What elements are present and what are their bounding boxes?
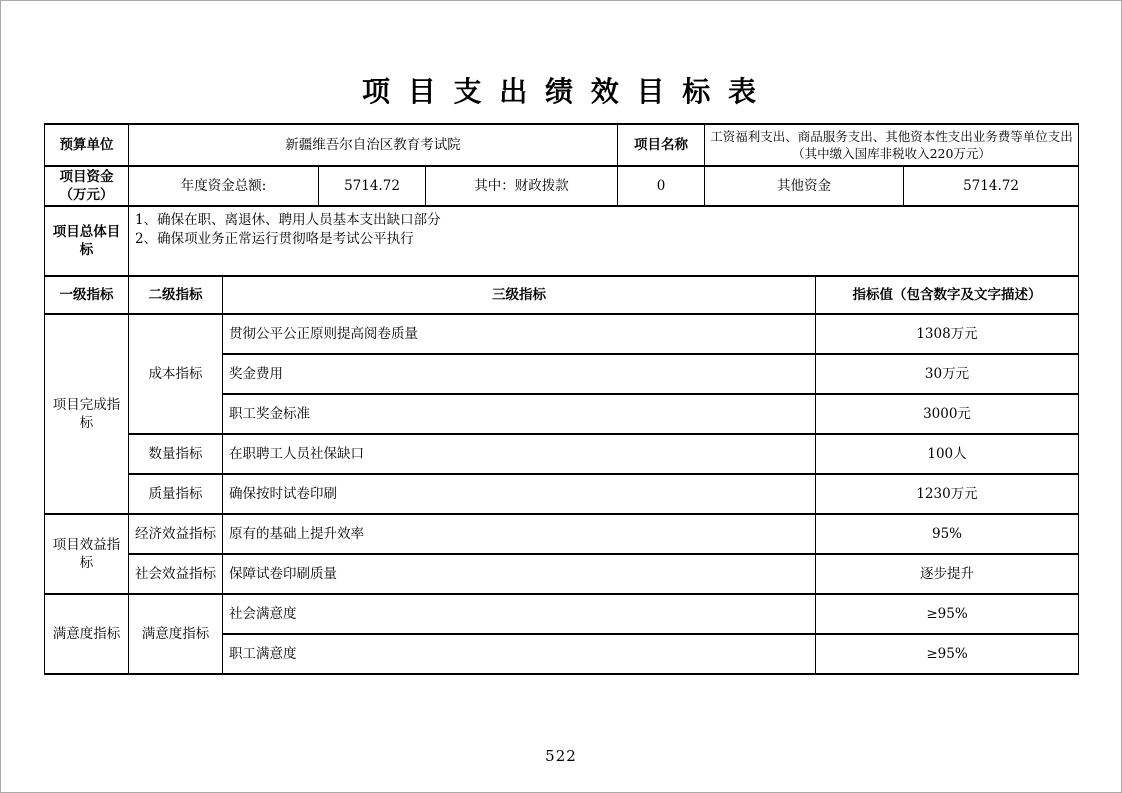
table-row xyxy=(45,314,1079,354)
table-row xyxy=(45,124,1079,166)
level2-indicator: 经济效益指标 xyxy=(129,514,223,554)
performance-target-table xyxy=(44,123,1079,675)
header-level2: 二级指标 xyxy=(129,276,223,314)
header-level3: 三级指标 xyxy=(223,276,816,314)
table-row xyxy=(45,554,1079,594)
level2-indicator: 成本指标 xyxy=(129,314,223,434)
level3-indicator: 职工奖金标准 xyxy=(223,394,816,434)
page-number: 522 xyxy=(545,747,577,765)
other-funds-value: 5714.72 xyxy=(904,166,1079,206)
level3-indicator: 原有的基础上提升效率 xyxy=(223,514,816,554)
level3-indicator: 社会满意度 xyxy=(223,594,816,634)
level3-indicator: 在职聘工人员社保缺口 xyxy=(223,434,816,474)
indicator-value: 3000元 xyxy=(816,394,1079,434)
level2-indicator: 社会效益指标 xyxy=(129,554,223,594)
indicator-value: ≥95% xyxy=(816,634,1079,674)
table-row xyxy=(45,594,1079,634)
table-row xyxy=(45,474,1079,514)
annual-total-value: 5714.72 xyxy=(319,166,426,206)
header-value: 指标值（包含数字及文字描述） xyxy=(816,276,1079,314)
indicator-value: 95% xyxy=(816,514,1079,554)
level2-indicator: 满意度指标 xyxy=(129,594,223,674)
overall-goal-line2: 2、确保项业务正常运行贯彻咯是考试公平执行 xyxy=(135,231,414,247)
table-row xyxy=(45,166,1079,206)
table-row xyxy=(45,514,1079,554)
level1-indicator: 项目效益指标 xyxy=(45,514,129,594)
indicator-value: 30万元 xyxy=(816,354,1079,394)
project-funds-label: 项目资金（万元） xyxy=(45,166,129,206)
level3-indicator: 贯彻公平公正原则提高阅卷质量 xyxy=(223,314,816,354)
level3-indicator: 奖金费用 xyxy=(223,354,816,394)
indicator-value: 逐步提升 xyxy=(816,554,1079,594)
project-name-value: 工资福利支出、商品服务支出、其他资本性支出业务费等单位支出（其中缴入国库非税收入220万元） xyxy=(705,124,1079,166)
level1-indicator: 项目完成指标 xyxy=(45,314,129,514)
level3-indicator: 保障试卷印刷质量 xyxy=(223,554,816,594)
indicator-value: 1230万元 xyxy=(816,474,1079,514)
annual-total-label: 年度资金总额: xyxy=(129,166,319,206)
indicator-value: 100人 xyxy=(816,434,1079,474)
fiscal-appropriation-label: 其中：财政拨款 xyxy=(426,166,618,206)
overall-goal-label: 项目总体目标 xyxy=(45,206,129,276)
budget-unit-value: 新疆维吾尔自治区教育考试院 xyxy=(129,124,618,166)
level2-indicator: 质量指标 xyxy=(129,474,223,514)
table-header-row xyxy=(45,276,1079,314)
indicator-value: ≥95% xyxy=(816,594,1079,634)
table-row xyxy=(45,434,1079,474)
header-level1: 一级指标 xyxy=(45,276,129,314)
fiscal-appropriation-value: 0 xyxy=(618,166,705,206)
level3-indicator: 确保按时试卷印刷 xyxy=(223,474,816,514)
other-funds-label: 其他资金 xyxy=(705,166,904,206)
page-title: 项 目 支 出 绩 效 目 标 表 xyxy=(362,75,760,108)
indicator-value: 1308万元 xyxy=(816,314,1079,354)
overall-goal-value xyxy=(129,206,1079,276)
project-name-label: 项目名称 xyxy=(618,124,705,166)
budget-unit-label: 预算单位 xyxy=(45,124,129,166)
level3-indicator: 职工满意度 xyxy=(223,634,816,674)
level1-indicator: 满意度指标 xyxy=(45,594,129,674)
table-row xyxy=(45,206,1079,276)
level2-indicator: 数量指标 xyxy=(129,434,223,474)
overall-goal-line1: 1、确保在职、离退休、聘用人员基本支出缺口部分 xyxy=(135,212,441,228)
